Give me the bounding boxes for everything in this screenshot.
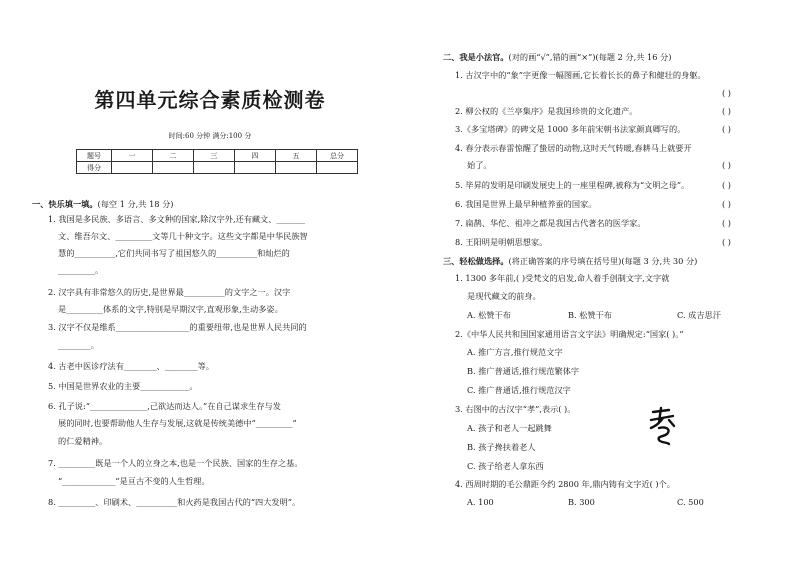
section1-header bbox=[32, 199, 173, 210]
section3-header bbox=[443, 256, 697, 267]
score-cell: 二 bbox=[153, 150, 194, 162]
fill-line: 7. _________既是一个人的立身之本,也是一个民族、国家的生存之基。 bbox=[48, 458, 303, 468]
judge-item: 8. 王阳明是明朝思想家。 bbox=[455, 237, 548, 247]
choice-line: 2.《中华人民共和国国家通用语言文字法》明确规定:“国家( )。” bbox=[455, 329, 684, 339]
fill-line: “_____________”是亘古不变的人生哲理。 bbox=[58, 476, 210, 486]
answer-paren[interactable]: ( ) bbox=[722, 124, 731, 134]
answer-paren[interactable]: ( ) bbox=[722, 106, 731, 116]
score-cell: 三 bbox=[194, 150, 235, 162]
score-entry-cell[interactable] bbox=[276, 162, 317, 174]
answer-paren[interactable]: ( ) bbox=[722, 180, 731, 190]
score-table-score-row bbox=[77, 162, 358, 174]
choice-line: 3. 右图中的古汉字“孝”,表示( )。 bbox=[455, 404, 576, 414]
fill-line: _________。 bbox=[58, 265, 104, 275]
score-entry-cell[interactable] bbox=[112, 162, 153, 174]
choice-line: 1. 1300 多年前,( )受梵文的启发,命人着手创制文字,文字就 bbox=[455, 273, 670, 283]
choice-option[interactable]: A. 松赞干布 bbox=[467, 310, 511, 320]
fill-line: 3. 汉字不仅是维系__________________的重要纽带,也是世界人民共同的 bbox=[48, 322, 307, 332]
section2-header bbox=[443, 52, 671, 63]
judge-item: 5. 毕昇的发明是印刷发展史上的一座里程碑,被称为“文明之母”。 bbox=[455, 180, 690, 190]
answer-paren[interactable]: ( ) bbox=[722, 160, 731, 170]
fill-line: 是_________体系的文字,特别是早期汉字,直观形象,生动多姿。 bbox=[58, 304, 283, 314]
fill-line: ________。 bbox=[58, 340, 99, 350]
fill-line: 1. 我国是多民族、多语言、多文种的国家,除汉字外,还有藏文、_______ bbox=[48, 214, 306, 224]
fill-line: 文、维吾尔文、_________文等几十种文字。这些文字都是中华民族智 bbox=[58, 231, 308, 241]
answer-paren[interactable]: ( ) bbox=[722, 199, 731, 209]
fill-line: 的仁爱精神。 bbox=[58, 436, 108, 446]
fill-line: 5. 中国是世界农业的主要____________。 bbox=[48, 381, 198, 391]
page-title: 第四单元综合素质检测卷 bbox=[94, 88, 326, 112]
score-table-header-row bbox=[77, 150, 358, 162]
judge-item: 2. 柳公权的《兰亭集序》是我国珍贵的文化遗产。 bbox=[455, 106, 638, 116]
choice-option[interactable]: B. 松赞干布 bbox=[568, 310, 612, 320]
choice-option[interactable]: C. 500 bbox=[677, 497, 704, 507]
choice-option[interactable]: A. 推广方言,推行规范文字 bbox=[467, 347, 563, 357]
score-cell: 得分 bbox=[77, 162, 112, 174]
score-cell: 总分 bbox=[317, 150, 358, 162]
fill-line: 2. 汉字具有非常悠久的历史,是世界最__________的文字之一。汉字 bbox=[48, 287, 291, 297]
answer-paren[interactable]: ( ) bbox=[722, 237, 731, 247]
judge-item: 6. 我国是世界上最早种植养蚕的国家。 bbox=[455, 199, 597, 209]
score-cell: 四 bbox=[235, 150, 276, 162]
section3-note: (将正确答案的序号填在括号里)(每题 3 分,共 30 分) bbox=[508, 256, 698, 266]
section3-title: 三、轻松做选择。 bbox=[443, 256, 509, 266]
exam-meta: 时间:60 分钟 满分:100 分 bbox=[168, 132, 252, 140]
score-cell: 一 bbox=[112, 150, 153, 162]
judge-item: 3.《多宝塔碑》的碑文是 1000 多年前宋朝书法家颜真卿写的。 bbox=[455, 124, 686, 134]
choice-line: 是现代藏文的前身。 bbox=[467, 291, 541, 301]
ancient-xiao-character-image bbox=[647, 406, 677, 446]
choice-option[interactable]: B. 推广普通话,推行规范繁体字 bbox=[467, 366, 580, 376]
score-table bbox=[76, 149, 358, 174]
choice-option[interactable]: C. 孩子给老人拿东西 bbox=[467, 461, 544, 471]
section2-title: 二、我是小法官。 bbox=[443, 52, 509, 62]
section1-note: (每空 1 分,共 18 分) bbox=[97, 199, 174, 209]
choice-option[interactable]: B. 孩子搀扶着老人 bbox=[467, 442, 536, 452]
choice-option[interactable]: C. 成吉思汗 bbox=[677, 310, 721, 320]
fill-line: 6. 孔子说:“______________,己欲达而达人。”在自己谋求生存与发 bbox=[48, 401, 281, 411]
judge-item: 4. 春分表示春雷惊醒了蛰居的动物,这时天气转暖,春耕马上就要开 bbox=[455, 143, 692, 153]
section1-title: 一、快乐填一填。 bbox=[32, 199, 98, 209]
score-entry-cell[interactable] bbox=[317, 162, 358, 174]
fill-line: 4. 古老中医诊疗法有________、________等。 bbox=[48, 361, 214, 371]
judge-item: 始了。 bbox=[467, 160, 492, 170]
score-entry-cell[interactable] bbox=[153, 162, 194, 174]
score-entry-cell[interactable] bbox=[235, 162, 276, 174]
choice-option[interactable]: B. 300 bbox=[568, 497, 595, 507]
score-entry-cell[interactable] bbox=[194, 162, 235, 174]
section2-note: (对的画“√”,错的画“×”)(每题 2 分,共 16 分) bbox=[508, 52, 672, 62]
judge-item: 7. 扁鹊、华佗、祖冲之都是我国古代著名的医学家。 bbox=[455, 218, 646, 228]
choice-line: 4. 西周时期的毛公鼎距今约 2800 年,鼎内铸有文字近( )个。 bbox=[455, 479, 675, 489]
fill-line: 慧的__________,它们共同书写了祖国悠久的__________和灿烂的 bbox=[58, 248, 290, 258]
score-cell: 题号 bbox=[77, 150, 112, 162]
answer-paren[interactable]: ( ) bbox=[722, 218, 731, 228]
score-cell: 五 bbox=[276, 150, 317, 162]
judge-item: 1. 古汉字中的“象”字更像一幅图画,它长着长长的鼻子和健壮的身躯。 bbox=[455, 70, 706, 80]
choice-option[interactable]: C. 推广普通话,推行规范汉字 bbox=[467, 385, 571, 395]
answer-paren[interactable]: ( ) bbox=[722, 88, 731, 98]
fill-line: 8. _________、印刷术、__________和火药是我国古代的“四大发明”。 bbox=[48, 497, 301, 507]
fill-line: 展的同时,也要帮助他人生存与发展,这就是传统美德中“_________” bbox=[58, 418, 297, 428]
choice-option[interactable]: A. 孩子和老人一起跳舞 bbox=[467, 423, 552, 433]
choice-option[interactable]: A. 100 bbox=[467, 497, 494, 507]
